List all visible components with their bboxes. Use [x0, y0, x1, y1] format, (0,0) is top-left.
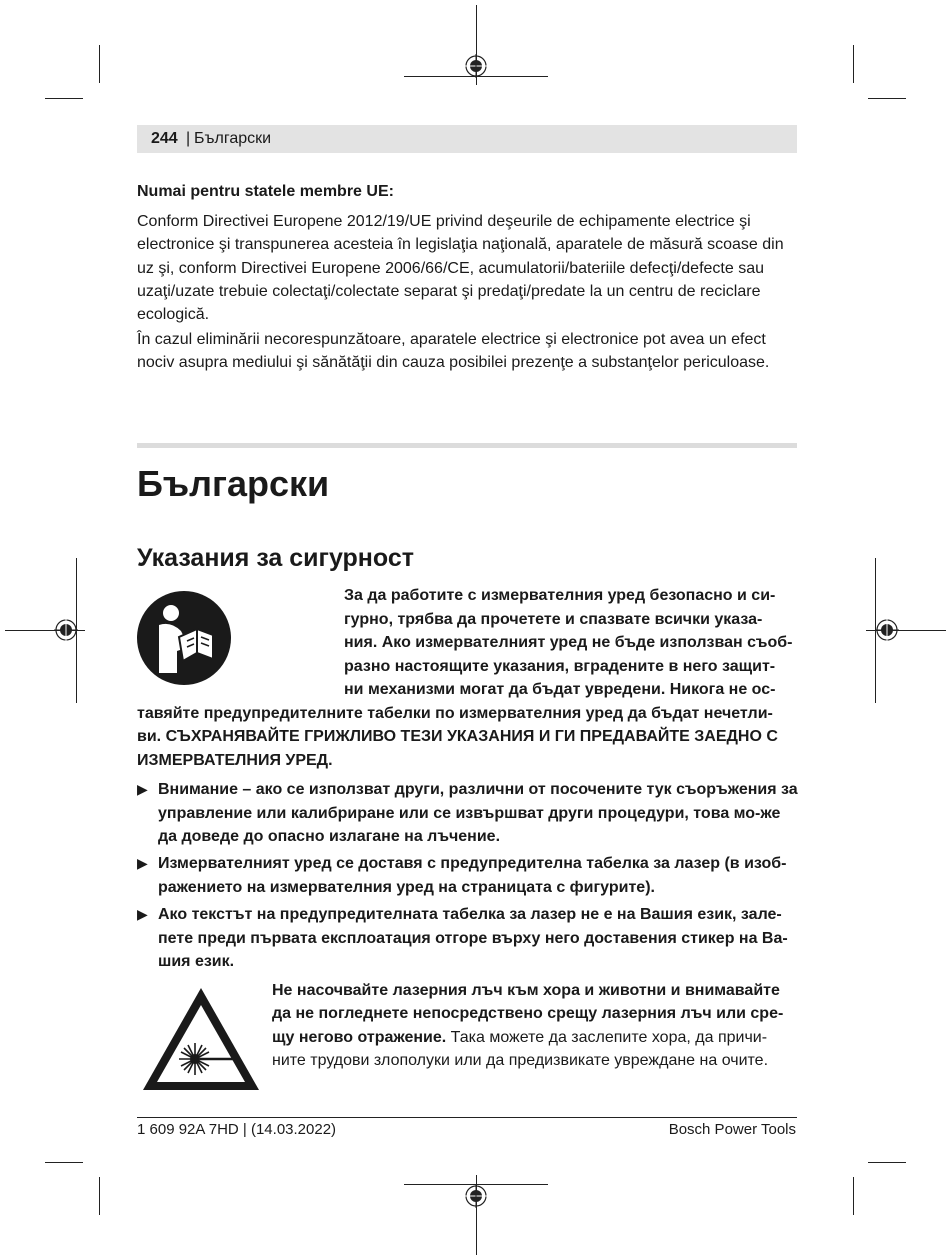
ro-paragraph-1: Conform Directivei Europene 2012/19/UE privind deşeurile de echipamente electrice şi electronice şi transpunerea acesteia în legislaţia naţională, aparatele de măsură scoase din uz şi, conform Directivei Europene 2006/66/CE, acumulatorii/bateriile defecţi/defecte sau uzaţi/uzate trebuie colectaţi/colectate separat şi predaţi/predate la un centru de reciclare ecologică.	[137, 213, 784, 324]
bullet-item: Ако текстът на предупредителната табелка за лазер не е на Вашия език, зале-пете преди първата експлоатация отгоре върху него доставения стикер на Ва-шия език.	[158, 906, 788, 970]
intro-line: гурно, трябва да прочетете и спазвате всички указа-	[344, 611, 763, 628]
footer-brand: Bosch Power Tools	[668, 1121, 796, 1138]
section-divider	[137, 443, 797, 448]
crop-mark	[868, 1162, 906, 1163]
header-language: Български	[194, 130, 272, 147]
crop-mark	[45, 1162, 83, 1163]
bullet-item: Внимание – ако се използват други, различни от посочените тук съоръжения за управление или калибриране или се извършват други процедури, това мо-же да доведе до опасно излагане на лъчение.	[158, 781, 798, 845]
crop-mark	[853, 45, 854, 83]
crop-mark	[45, 98, 83, 99]
laser-warning-normal: ните трудови злополуки или да предизвикате увреждане на очите.	[272, 1052, 769, 1069]
section-title: Указания за сигурност	[137, 544, 414, 572]
laser-warning-line	[272, 1029, 767, 1047]
header-separator: |	[186, 130, 191, 147]
intro-line: разно настоящите указания, вградените в него защит-	[344, 658, 776, 675]
page-title: Български	[137, 463, 330, 504]
intro-line: ния. Ако измервателният уред не бъде използван съоб-	[344, 634, 793, 651]
intro-line: За да работите с измервателния уред безопасно и си-	[344, 587, 776, 604]
bullet-arrow-icon: ▶	[137, 781, 148, 797]
footer-rule	[137, 1117, 797, 1118]
bullet-item: Измервателният уред се доставя с предупредителна табелка за лазер (в изоб-ражението на измервателния уред на страницата с фигурите).	[158, 855, 787, 896]
intro-line: ни механизми могат да бъдат увредени. Никога не ос-	[344, 681, 776, 698]
registration-mark-icon	[464, 54, 488, 78]
registration-mark-icon	[54, 618, 78, 642]
running-header	[137, 125, 797, 153]
registration-mark-icon	[464, 1184, 488, 1208]
footer-document-id: 1 609 92A 7HD | (14.03.2022)	[137, 1121, 337, 1138]
ro-paragraph-2: În cazul eliminării necorespunzătoare, aparatele electrice şi electronice pot avea un efect nociv asupra mediului şi sănătăţii din cauza posibilei prezenţe a substanţelor periculoase.	[137, 331, 770, 372]
laser-warning-bold: щу негово отражение.	[272, 1029, 447, 1046]
intro-line: ИЗМЕРВАТЕЛНИЯ УРЕД.	[137, 752, 333, 769]
read-manual-icon	[137, 591, 231, 685]
crop-mark	[868, 98, 906, 99]
laser-warning-normal: Така можете да заслепите хора, да причи-	[446, 1029, 768, 1046]
bullet-arrow-icon: ▶	[137, 855, 148, 871]
intro-line: ви. СЪХРАНЯВАЙТЕ ГРИЖЛИВО ТЕЗИ УКАЗАНИЯ И ГИ ПРЕДАВАЙТЕ ЗАЕДНО С	[137, 728, 778, 745]
ro-heading: Numai pentru statele membre UE:	[137, 183, 394, 200]
crop-mark	[99, 45, 100, 83]
crop-mark	[99, 1177, 100, 1215]
laser-warning-icon	[140, 985, 262, 1093]
laser-warning-line	[272, 1052, 768, 1070]
intro-line: тавяйте предупредителните табелки по измервателния уред да бъдат нечетли-	[137, 705, 773, 722]
bullet-arrow-icon: ▶	[137, 906, 148, 922]
laser-warning-bold: да не погледнете непосредствено срещу лазерния лъч или сре-	[272, 1005, 784, 1022]
laser-warning-bold: Не насочвайте лазерния лъч към хора и животни и внимавайте	[272, 982, 780, 999]
laser-warning-line	[272, 982, 780, 1000]
registration-mark-icon	[875, 618, 899, 642]
page-number: 244	[151, 130, 178, 147]
crop-mark	[853, 1177, 854, 1215]
laser-warning-line	[272, 1005, 783, 1023]
